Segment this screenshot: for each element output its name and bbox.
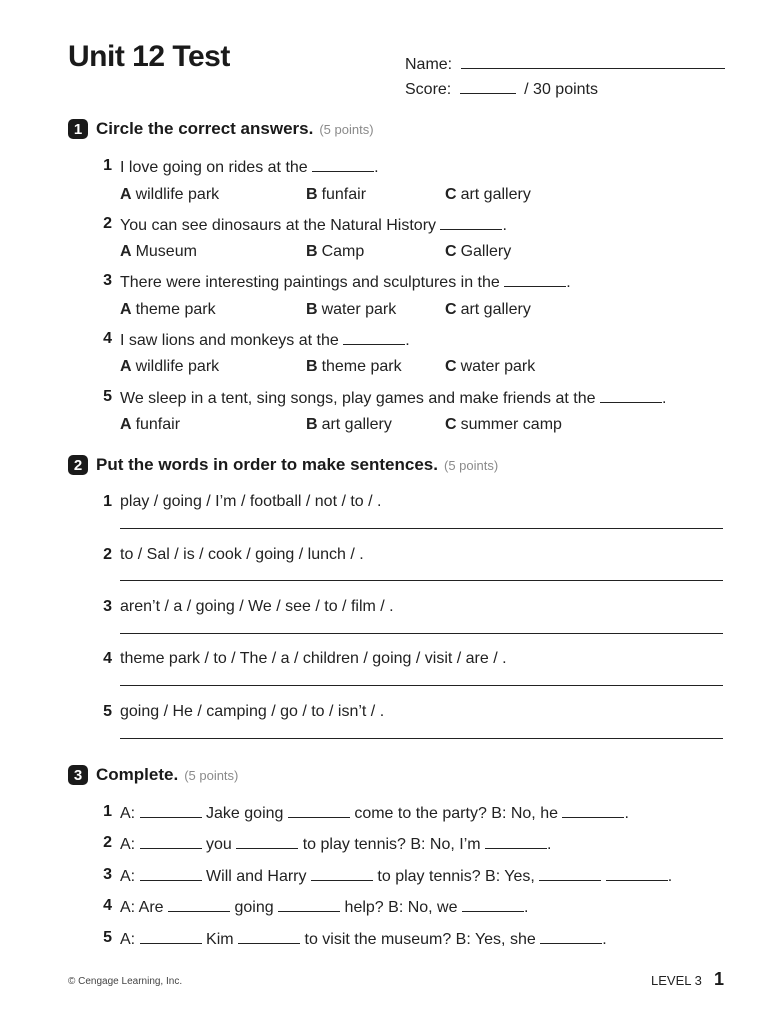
section-number-badge: 2 bbox=[68, 455, 88, 475]
answer-blank[interactable] bbox=[140, 803, 202, 818]
question-text: A: Are going help? B: No, we . bbox=[120, 899, 529, 916]
answer-line[interactable] bbox=[120, 580, 723, 581]
question-number: 3 bbox=[103, 598, 112, 615]
option-c[interactable]: C water park bbox=[445, 358, 536, 375]
option-c[interactable]: C art gallery bbox=[445, 301, 531, 318]
section-1-heading bbox=[68, 119, 374, 139]
option-b[interactable]: B Camp bbox=[306, 243, 365, 260]
answer-blank[interactable] bbox=[600, 388, 662, 403]
option-c[interactable]: C summer camp bbox=[445, 416, 562, 433]
question-number: 2 bbox=[103, 834, 112, 851]
score-total: / 30 points bbox=[524, 81, 598, 98]
page-title: Unit 12 Test bbox=[68, 40, 230, 73]
question-text: A: Will and Harry to play tennis? B: Yes, . bbox=[120, 868, 673, 885]
answer-blank[interactable] bbox=[311, 866, 373, 881]
question-text: We sleep in a tent, sing songs, play games and make friends at the . bbox=[120, 390, 667, 407]
question-text: to / Sal / is / cook / going / lunch / . bbox=[120, 546, 364, 563]
question-number: 1 bbox=[103, 803, 112, 820]
question-text: A: Jake going come to the party? B: No, he . bbox=[120, 805, 629, 822]
option-c[interactable]: C Gallery bbox=[445, 243, 512, 260]
question-number: 3 bbox=[103, 866, 112, 883]
option-a[interactable]: A Museum bbox=[120, 243, 197, 260]
answer-blank[interactable] bbox=[606, 866, 668, 881]
question-number: 5 bbox=[103, 388, 112, 405]
question-number: 2 bbox=[103, 546, 112, 563]
question-text: play / going / I’m / football / not / to / . bbox=[120, 493, 382, 510]
option-c[interactable]: C art gallery bbox=[445, 186, 531, 203]
name-input-line[interactable] bbox=[461, 54, 725, 69]
question-number: 2 bbox=[103, 215, 112, 232]
answer-blank[interactable] bbox=[504, 272, 566, 287]
answer-blank[interactable] bbox=[343, 330, 405, 345]
name-field-row bbox=[405, 54, 725, 74]
option-a[interactable]: A wildlife park bbox=[120, 186, 220, 203]
question-number: 3 bbox=[103, 272, 112, 289]
answer-blank[interactable] bbox=[168, 897, 230, 912]
question-text: aren’t / a / going / We / see / to / film / . bbox=[120, 598, 394, 615]
answer-blank[interactable] bbox=[485, 834, 547, 849]
option-a[interactable]: A theme park bbox=[120, 301, 216, 318]
question-text: You can see dinosaurs at the Natural History . bbox=[120, 217, 507, 234]
question-number: 1 bbox=[103, 157, 112, 174]
option-b[interactable]: B art gallery bbox=[306, 416, 392, 433]
option-b[interactable]: B water park bbox=[306, 301, 397, 318]
answer-line[interactable] bbox=[120, 738, 723, 739]
score-label: Score: bbox=[405, 81, 452, 98]
question-number: 4 bbox=[103, 897, 112, 914]
answer-blank[interactable] bbox=[140, 834, 202, 849]
score-input-line[interactable] bbox=[460, 79, 516, 94]
question-number: 4 bbox=[103, 330, 112, 347]
section-2-heading bbox=[68, 455, 498, 475]
question-text: A: Kim to visit the museum? B: Yes, she . bbox=[120, 931, 607, 948]
question-number: 5 bbox=[103, 929, 112, 946]
answer-line[interactable] bbox=[120, 633, 723, 634]
section-points: (5 points) bbox=[319, 121, 374, 137]
question-text: There were interesting paintings and sculptures in the . bbox=[120, 274, 571, 291]
question-text: I love going on rides at the . bbox=[120, 159, 379, 176]
answer-blank[interactable] bbox=[539, 866, 601, 881]
question-text: A: you to play tennis? B: No, I’m . bbox=[120, 836, 552, 853]
name-label: Name: bbox=[405, 56, 453, 73]
question-number: 5 bbox=[103, 703, 112, 720]
section-title: Circle the correct answers. bbox=[96, 119, 314, 138]
answer-line[interactable] bbox=[120, 685, 723, 686]
answer-line[interactable] bbox=[120, 528, 723, 529]
question-number: 1 bbox=[103, 493, 112, 510]
section-points: (5 points) bbox=[184, 767, 239, 783]
question-text: I saw lions and monkeys at the . bbox=[120, 332, 410, 349]
answer-blank[interactable] bbox=[238, 929, 300, 944]
section-points: (5 points) bbox=[443, 457, 499, 473]
answer-blank[interactable] bbox=[440, 215, 502, 230]
copyright-notice: © Cengage Learning, Inc. bbox=[68, 976, 183, 987]
question-text: theme park / to / The / a / children / going / visit / are / . bbox=[120, 650, 507, 667]
option-b[interactable]: B funfair bbox=[306, 186, 367, 203]
score-field-row bbox=[405, 79, 598, 99]
option-b[interactable]: B theme park bbox=[306, 358, 402, 375]
section-title: Complete. bbox=[96, 765, 179, 784]
section-3-heading bbox=[68, 765, 238, 785]
section-number-badge: 3 bbox=[68, 765, 88, 785]
answer-blank[interactable] bbox=[312, 157, 374, 172]
question-number: 4 bbox=[103, 650, 112, 667]
section-title: Put the words in order to make sentences. bbox=[96, 455, 438, 474]
answer-blank[interactable] bbox=[562, 803, 624, 818]
answer-blank[interactable] bbox=[462, 897, 524, 912]
answer-blank[interactable] bbox=[278, 897, 340, 912]
option-a[interactable]: A wildlife park bbox=[120, 358, 220, 375]
answer-blank[interactable] bbox=[140, 929, 202, 944]
answer-blank[interactable] bbox=[288, 803, 350, 818]
question-text: going / He / camping / go / to / isn’t / . bbox=[120, 703, 385, 720]
answer-blank[interactable] bbox=[540, 929, 602, 944]
answer-blank[interactable] bbox=[236, 834, 298, 849]
section-number-badge: 1 bbox=[68, 119, 88, 139]
option-a[interactable]: A funfair bbox=[120, 416, 181, 433]
answer-blank[interactable] bbox=[140, 866, 202, 881]
level-label: LEVEL 3 bbox=[651, 973, 702, 988]
page-number: 1 bbox=[714, 969, 725, 989]
